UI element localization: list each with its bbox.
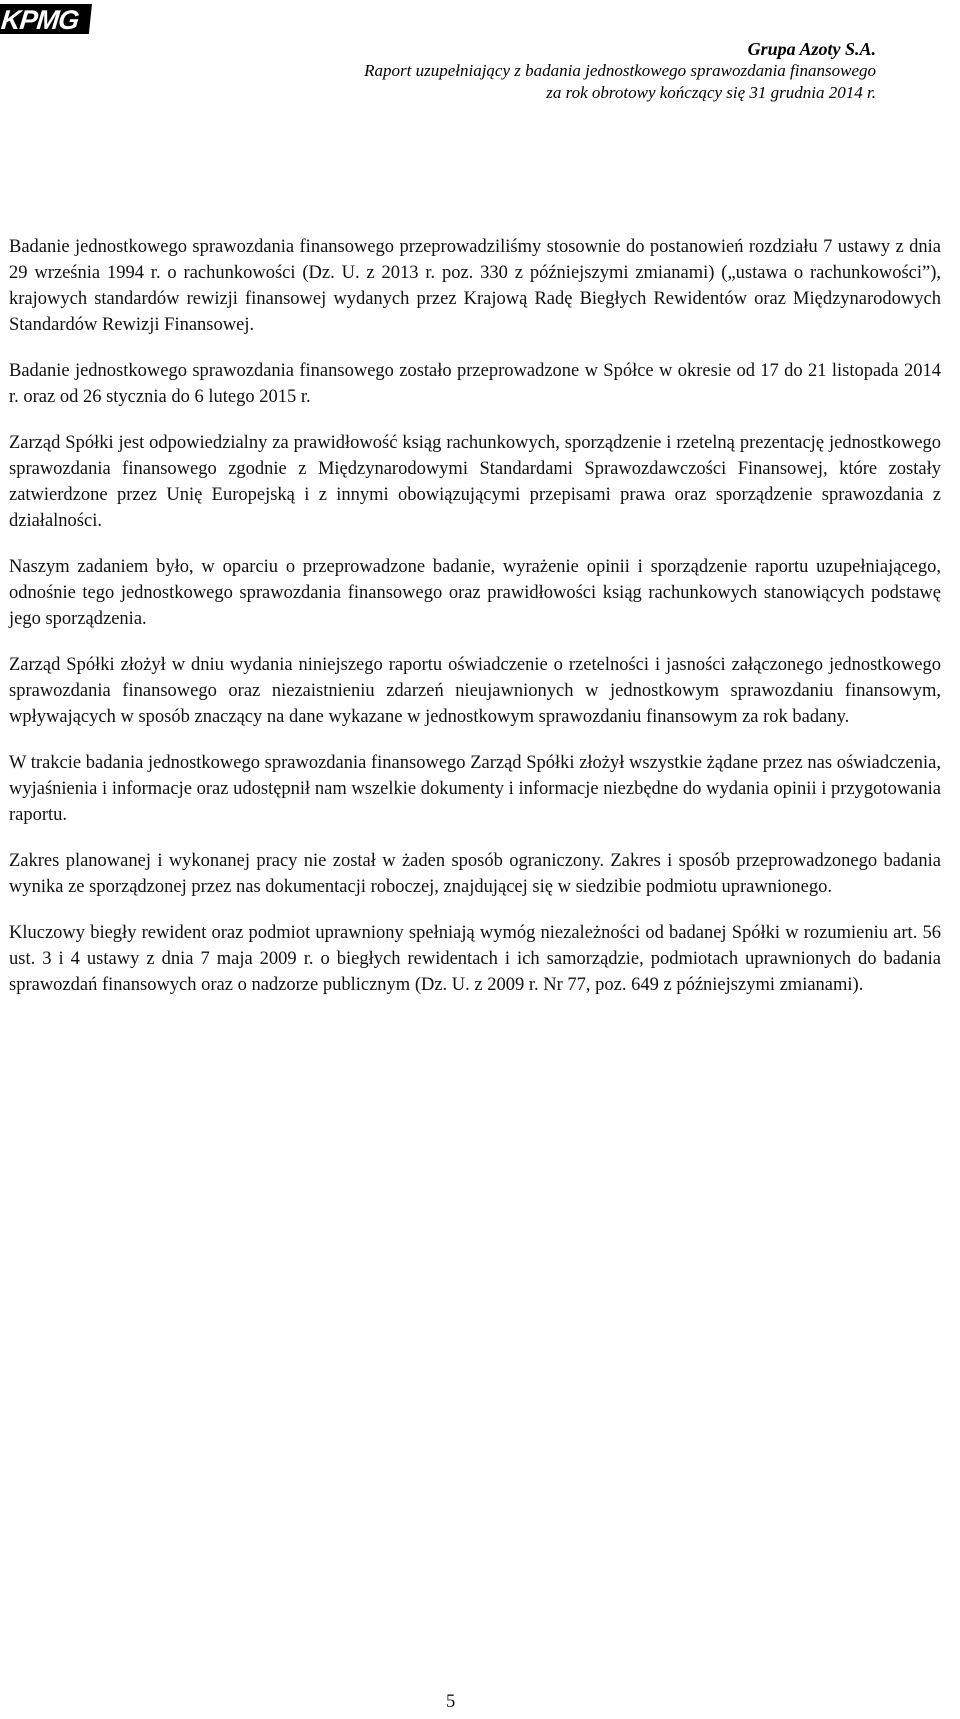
company-name: Grupa Azoty S.A. bbox=[747, 39, 876, 59]
paragraph-information-provided: W trakcie badania jednostkowego sprawozdania finansowego Zarząd Spółki złożył wszystkie żądane przez nas oświadczenia, wyjaśnienia i informacje oraz udostępnił nam wszelkie dokumenty i informacje niezbędne do wydania opinii i przygotowania raportu. bbox=[9, 753, 941, 825]
document-header bbox=[364, 38, 876, 104]
document-body bbox=[9, 234, 941, 1018]
paragraph-auditor-task: Naszym zadaniem było, w oparciu o przeprowadzone badanie, wyrażenie opinii i sporządzenie raportu uzupełniającego, odnośnie tego jednostkowego sprawozdania finansowego oraz prawidłowości ksiąg rachunkowych stanowiących podstawę jego sporządzenia. bbox=[9, 557, 941, 629]
paragraph-scope: Zakres planowanej i wykonanej pracy nie został w żaden sposób ograniczony. Zakres i sposób przeprowadzonego badania wynika ze sporządzonej przez nas dokumentacji roboczej, znajdującej się w siedzibie podmiotu uprawnionego. bbox=[9, 851, 941, 897]
report-title-line-2: za rok obrotowy kończący się 31 grudnia 2014 r. bbox=[546, 83, 876, 102]
paragraph-management-responsibility: Zarząd Spółki jest odpowiedzialny za prawidłowość ksiąg rachunkowych, sporządzenie i rzetelną prezentację jednostkowego sprawozdania finansowego zgodnie z Międzynarodowymi Standardami Sprawozdawczości Finansowej, które zostały zatwierdzone przez Unię Europejską i z innymi obowiązującymi przepisami prawa oraz sporządzenie sprawozdania z działalności. bbox=[9, 433, 941, 531]
paragraph-independence: Kluczowy biegły rewident oraz podmiot uprawniony spełniają wymóg niezależności od badanej Spółki w rozumieniu art. 56 ust. 3 i 4 ustawy z dnia 7 maja 2009 r. o biegłych rewidentach i ich samorządzie, podmiotach uprawnionych do badania sprawozdań finansowych oraz o nadzorze publicznym (Dz. U. z 2009 r. Nr 77, poz. 649 z późniejszymi zmianami). bbox=[9, 923, 941, 995]
report-title-line-1: Raport uzupełniający z badania jednostkowego sprawozdania finansowego bbox=[364, 61, 876, 80]
paragraph-audit-basis: Badanie jednostkowego sprawozdania finansowego przeprowadziliśmy stosownie do postanowień rozdziału 7 ustawy z dnia 29 września 1994 r. o rachunkowości (Dz. U. z 2013 r. poz. 330 z późniejszymi zmianami) („ustawa o rachunkowości”), krajowych standardów rewizji finansowej wydanych przez Krajową Radę Biegłych Rewidentów oraz Międzynarodowych Standardów Rewizji Finansowej. bbox=[9, 237, 941, 335]
paragraph-audit-period: Badanie jednostkowego sprawozdania finansowego zostało przeprowadzone w Spółce w okresie od 17 do 21 listopada 2014 r. oraz od 26 stycznia do 6 lutego 2015 r. bbox=[9, 361, 941, 407]
kpmg-logo: KPMG bbox=[0, 4, 92, 34]
paragraph-management-statement: Zarząd Spółki złożył w dniu wydania niniejszego raportu oświadczenie o rzetelności i jasności załączonego jednostkowego sprawozdania finansowego oraz niezaistnieniu zdarzeń nieujawnionych w jednostkowym sprawozdaniu finansowym, wpływających w sposób znaczący na dane wykazane w jednostkowym sprawozdaniu finansowym za rok badany. bbox=[9, 655, 941, 727]
page-number: 5 bbox=[446, 1692, 456, 1712]
